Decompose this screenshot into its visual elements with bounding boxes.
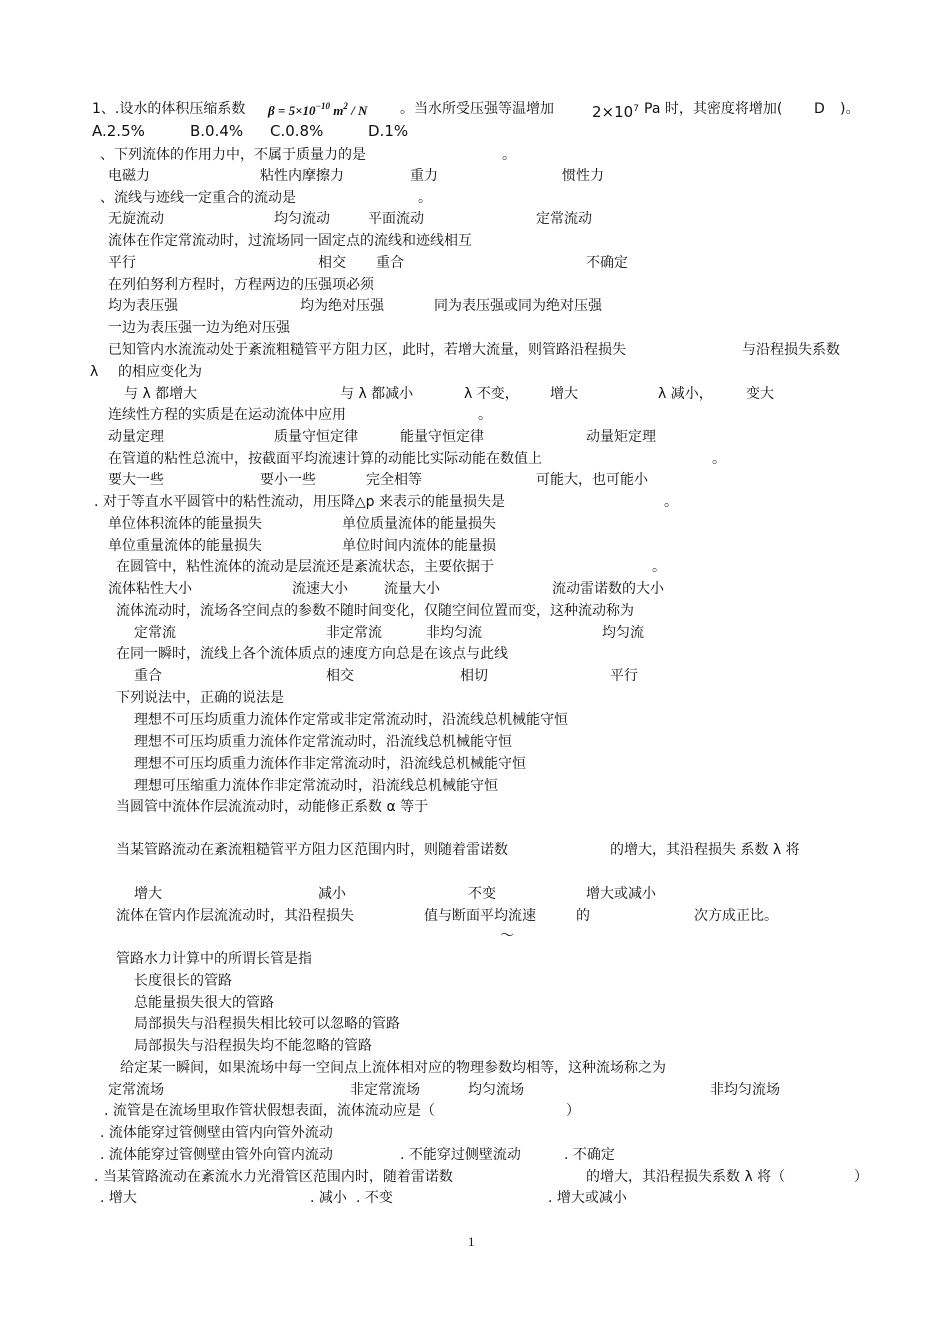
question-end: 。 [418,190,432,206]
lambda-symbol: λ [90,364,99,380]
question-text: 在同一瞬时，流线上各个流体质点的速度方向总是在该点与此线 [116,646,508,662]
question-text: 1、.设水的体积压缩系数 [92,101,246,117]
option: 定常流动 [536,211,592,227]
question-end: 。 [664,494,678,510]
question-text: 的 [576,908,590,924]
option: 单位重量流体的能量损失 [108,538,262,554]
question-text: 的增大，其沿程损失 系数 λ 将 [610,842,800,858]
option: 完全相等 [366,472,422,488]
option: 单位时间内流体的能量损 [342,538,496,554]
option: 重合 [134,668,162,684]
option: 动量矩定理 [586,429,656,445]
question-text: 次方成正比。 [694,908,778,924]
option: 理想不可压均质重力流体作定常流动时，沿流线总机械能守恒 [134,734,512,750]
option: . 不变 [356,1190,393,1206]
question-text: 流体在管内作层流流动时，其沿程损失 [116,908,354,924]
question-end: 。 [652,559,666,575]
option: 流速大小 [292,581,348,597]
option: . 不能穿过侧壁流动 [400,1147,521,1163]
option: B.0.4% [190,122,244,140]
option: . 增大 [100,1190,137,1206]
option: . 增大或减小 [548,1190,627,1206]
question-end: 。 [712,451,726,467]
question-end: 。 [478,407,492,423]
question-text: 流体在作定常流动时，过流场同一固定点的流线和迹线相互 [108,233,472,249]
option: 粘性内摩擦力 [260,168,344,184]
option: 要大一些 [108,472,164,488]
option: D.1% [368,122,409,140]
option: . 流体能穿过管侧壁由管外向管内流动 [100,1147,333,1163]
question-text: 的相应变化为 [118,364,202,380]
option: C.0.8% [270,122,324,140]
option: 局部损失与沿程损失均不能忽略的管路 [134,1038,372,1054]
question-text: 连续性方程的实质是在运动流体中应用 [108,407,346,423]
option: 变大 [746,386,774,402]
option: . 减小 [310,1190,347,1206]
question-text: 、下列流体的作用力中，不属于质量力的是 [100,147,366,163]
question-text: 已知管内水流流动处于紊流粗糙管平方阻力区，此时，若增大流量，则管路沿程损失 [108,342,626,358]
question-text: 。当水所受压强等温增加 [400,101,554,117]
option: λ 减小， [658,386,713,402]
option: 相交 [318,255,346,271]
question-text: 当某管路流动在紊流粗糙管平方阻力区范围内时，则随着雷诺数 [116,842,508,858]
question-text: . 当某管路流动在紊流水力光滑管区范围内时，随着雷诺数 [94,1169,453,1185]
question-text: 当圆管中流体作层流流动时，动能修正系数 α 等于 [116,799,429,815]
option: 同为表压强或同为绝对压强 [434,298,602,314]
option: 相交 [326,668,354,684]
option: 均为绝对压强 [300,298,384,314]
option: 非定常流 [326,625,382,641]
option: 质量守恒定律 [274,429,358,445]
tilde-mark: ～ [500,928,514,944]
option: 定常流 [134,625,176,641]
option: 增大或减小 [586,886,656,902]
option: 增大 [550,386,578,402]
option: 重力 [410,168,438,184]
question-text: . 对于等直水平圆管中的粘性流动，用压降△p 来表示的能量损失是 [94,494,506,510]
option: 增大 [134,886,162,902]
option: 单位质量流体的能量损失 [342,516,496,532]
option: 单位体积流体的能量损失 [108,516,262,532]
option: 电磁力 [108,168,150,184]
option: 重合 [376,255,404,271]
option: 一边为表压强一边为绝对压强 [108,320,290,336]
option: λ 不变， [464,386,519,402]
option: 均为表压强 [108,298,178,314]
option: 动量定理 [108,429,164,445]
option: 均匀流动 [274,211,330,227]
option: 局部损失与沿程损失相比较可以忽略的管路 [134,1016,400,1032]
option: 均匀流 [602,625,644,641]
option: 总能量损失很大的管路 [134,995,274,1011]
question-text: 管路水力计算中的所谓长管是指 [116,951,312,967]
question-end: ） [854,1169,868,1185]
option: 平行 [108,255,136,271]
option: 理想不可压均质重力流体作非定常流动时，沿流线总机械能守恒 [134,756,526,772]
option: 理想不可压均质重力流体作定常或非定常流动时，沿流线总机械能守恒 [134,712,568,728]
option: 长度很长的管路 [134,973,232,989]
option: 惯性力 [562,168,604,184]
option: 减小 [318,886,346,902]
option: 相切 [460,668,488,684]
option: 可能大，也可能小 [536,472,648,488]
question-text: 流体流动时，流场各空间点的参数不随时间变化，仅随空间位置而变，这种流动称为 [116,603,634,619]
option: 流体粘性大小 [108,581,192,597]
option: 非均匀流 [426,625,482,641]
question-text: 的增大，其沿程损失系数 λ 将（ [586,1169,786,1185]
option: 平行 [610,668,638,684]
option: 理想可压缩重力流体作非定常流动时，沿流线总机械能守恒 [134,778,498,794]
option: 非均匀流场 [710,1082,780,1098]
question-text: 给定某一瞬间，如果流场中每一空间点上流体相对应的物理参数均相等，这种流场称之为 [120,1060,666,1076]
beta-formula: $\beta = 5\times 10^{-10}$ $m^2$ / N [268,101,368,118]
question-text: 与沿程损失系数 [742,342,840,358]
pressure-value: $2\times 10^7$ [592,103,639,121]
option: 流动雷诺数的大小 [552,581,664,597]
option: 无旋流动 [108,211,164,227]
option: 不变 [468,886,496,902]
option: 非定常流场 [350,1082,420,1098]
option: 要小一些 [260,472,316,488]
question-text: 在圆管中，粘性流体的流动是层流还是紊流状态，主要依据于 [116,559,494,575]
question-text: 、流线与迹线一定重合的流动是 [100,190,296,206]
question-text: 在列伯努利方程时，方程两边的压强项必须 [108,277,374,293]
question-text: . 流管是在流场里取作管状假想表面，流体流动应是（ [104,1103,435,1119]
option: . 不确定 [564,1147,615,1163]
option: 定常流场 [108,1082,164,1098]
option: 能量守恒定律 [400,429,484,445]
option: A.2.5% [92,122,145,140]
question-text: 在管道的粘性总流中，按截面平均流速计算的动能比实际动能在数值上 [108,451,542,467]
option: 平面流动 [368,211,424,227]
question-text: )。 [840,101,860,117]
option: . 流体能穿过管侧壁由管内向管外流动 [100,1125,333,1141]
option: 不确定 [586,255,628,271]
option: 流量大小 [384,581,440,597]
question-end: 。 [502,147,516,163]
question-end: ） [566,1103,580,1119]
answer-label: D [814,101,825,117]
option: 与 λ 都增大 [124,386,198,402]
option: 均匀流场 [468,1082,524,1098]
page-number: 1 [468,1234,475,1249]
question-text: Pa 时，其密度将增加( [644,101,783,117]
question-text: 下列说法中，正确的说法是 [116,690,284,706]
question-text: 值与断面平均流速 [424,908,536,924]
option: 与 λ 都减小 [340,386,414,402]
